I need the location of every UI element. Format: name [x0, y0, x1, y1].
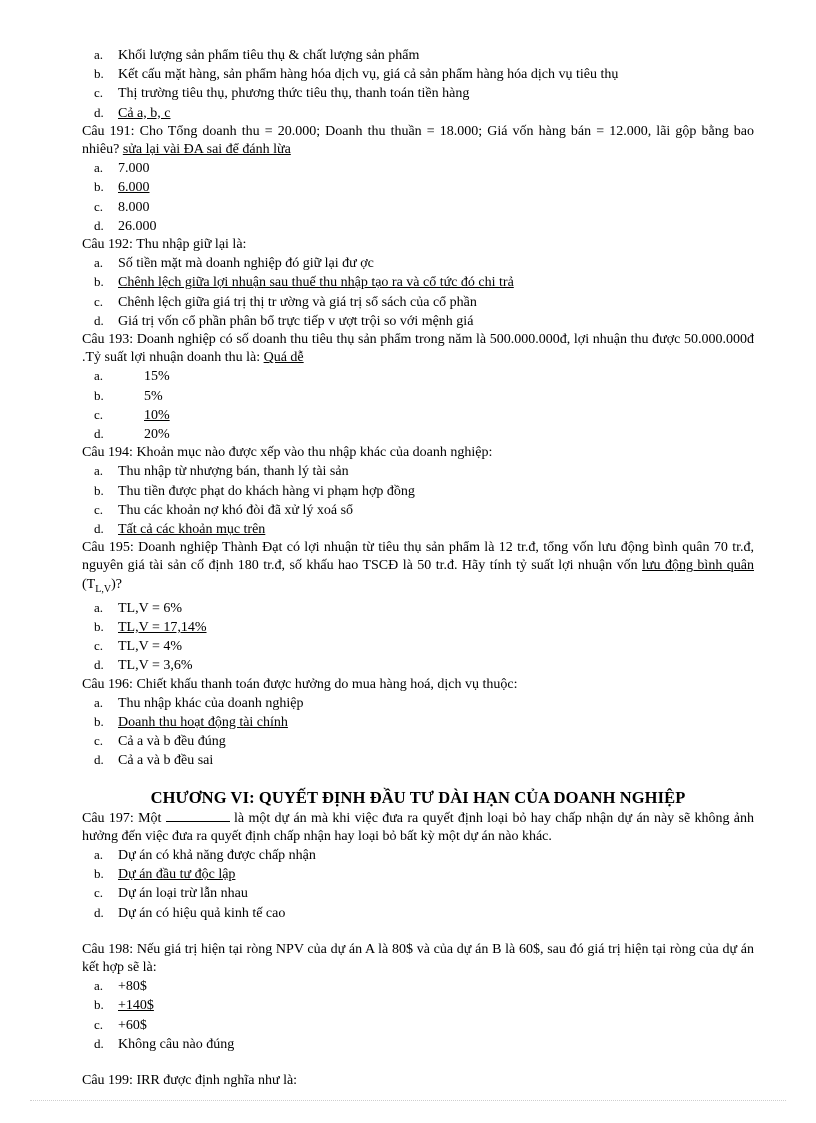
page-bottom-divider: [30, 1100, 786, 1101]
q196-option-d: d. Cả a và b đều sai: [94, 752, 214, 769]
q199-stem: Câu 199: IRR được định nghĩa như là:: [82, 1072, 298, 1088]
q197-option-b: b. Dự án đầu tư độc lập: [94, 866, 236, 883]
q195-option-b: b. TL,V = 17,14%: [94, 618, 207, 635]
q192-option-b: b. Chênh lệch giữa lợi nhuận sau thuế thu nhập tạo ra và cổ tức đó chi trả: [94, 274, 514, 291]
q192-option-d: d. Giá trị vốn cổ phần phân bổ trực tiếp v ượt trội so với mệnh giá: [94, 312, 474, 329]
q191-option-d: d. 26.000: [94, 217, 157, 234]
spacer: [82, 923, 754, 941]
q194-option-c: c. Thu các khoản nợ khó đòi đã xử lý xoá sổ: [94, 501, 354, 518]
q192-stem: Câu 192: Thu nhập giữ lại là:: [82, 237, 247, 253]
q190-options: [82, 46, 754, 123]
q198-option-b: b. +140$: [94, 997, 154, 1014]
q191-note: sửa lại vài ĐA sai để đánh lừa: [122, 142, 291, 158]
q191-stem: Câu 191: Cho Tổng doanh thu = 20.000; Doanh thu thuần = 18.000; Giá vốn hàng bán = 12.000, lãi gộp bằng bao nhiêu? sửa lại vài ĐA sai để đánh lừa: [82, 123, 754, 158]
q193-option-c: c. 10%: [94, 406, 170, 423]
chapter-title: CHƯƠNG VI: QUYẾT ĐỊNH ĐẦU TƯ DÀI HẠN CỦA DOANH NGHIỆP: [150, 787, 686, 807]
q190-option-d: d. Cả a, b, c: [94, 104, 171, 121]
q197-option-a: a. Dự án có khả năng được chấp nhận: [94, 846, 316, 863]
q193-option-d: d. 20%: [94, 426, 170, 443]
q195-option-a: a. TL,V = 6%: [94, 599, 183, 616]
q191-option-a: a. 7.000: [94, 160, 150, 177]
q194-option-d: d. Tất cả các khoản mục trên: [94, 521, 266, 538]
q197-option-c: c. Dự án loại trừ lẫn nhau: [94, 885, 248, 902]
q198-option-a: a. +80$: [94, 978, 147, 995]
q196-option-a: a. Thu nhập khác của doanh nghiệp: [94, 694, 304, 711]
document-page: [82, 46, 754, 1090]
q190-option-c: c. Thị trường tiêu thụ, phương thức tiêu thụ, thanh toán tiền hàng: [94, 85, 470, 102]
q196-option-b: b. Doanh thu hoạt động tài chính: [94, 713, 288, 730]
q196-option-c: c. Cả a và b đều đúng: [94, 733, 226, 750]
q194-stem: Câu 194: Khoản mục nào được xếp vào thu nhập khác của doanh nghiệp:: [82, 445, 493, 461]
q198-stem: Câu 198: Nếu giá trị hiện tại ròng NPV của dự án A là 80$ và của dự án B là 60$, sau đó giá trị hiện tại ròng của dự án kết hợp sẽ là:: [82, 941, 754, 975]
q191-option-c: c. 8.000: [94, 198, 150, 215]
q194-option-b: b. Thu tiền được phạt do khách hàng vi phạm hợp đồng: [94, 482, 415, 499]
spacer: [82, 1054, 754, 1072]
q198-option-c: c. +60$: [94, 1016, 147, 1033]
q193-option-a: a. 15%: [94, 368, 170, 385]
q195-option-d: d. TL,V = 3,6%: [94, 657, 193, 674]
q196-stem: Câu 196: Chiết khấu thanh toán được hưởng do mua hàng hoá, dịch vụ thuộc:: [82, 676, 518, 692]
q194-option-a: a. Thu nhập từ nhượng bán, thanh lý tài sản: [94, 463, 349, 480]
q195-option-c: c. TL,V = 4%: [94, 638, 183, 655]
q197-option-d: d. Dự án có hiệu quả kinh tế cao: [94, 904, 286, 921]
q198-option-d: d. Không câu nào đúng: [94, 1035, 235, 1052]
q193-note: Quá dễ: [263, 350, 304, 366]
q193-stem: Câu 193: Doanh nghiệp có số doanh thu tiêu thụ sản phẩm trong năm là 500.000.000đ, lợi nhuận thu được 50.000.000đ .Tỷ suất lợi nhuận doanh thu là: Quá dễ: [82, 332, 754, 366]
q190-option-b: b. Kết cấu mặt hàng, sản phẩm hàng hóa dịch vụ, giá cả sản phẩm hàng hóa dịch vụ tiêu thụ: [94, 66, 619, 83]
q191-option-b: b. 6.000: [94, 179, 150, 196]
q192-option-a: a. Số tiền mặt mà doanh nghiệp đó giữ lại đư ợc: [94, 255, 374, 272]
q193-option-b: b. 5%: [94, 387, 163, 404]
q192-option-c: c. Chênh lệch giữa giá trị thị tr ường và giá trị sổ sách của cổ phần: [94, 293, 477, 310]
q197-stem: Câu 197: Một là một dự án mà khi việc đưa ra quyết định loại bỏ hay chấp nhận dự án này sẽ không ảnh hưởng đến việc đưa ra quyết định chấp nhận hay loại bỏ bất kỳ một dự án nào khác.: [82, 810, 754, 844]
q190-option-a: a. Khối lượng sản phẩm tiêu thụ & chất lượng sản phẩm: [94, 47, 420, 63]
q195-stem: Câu 195: Doanh nghiệp Thành Đạt có lợi nhuận từ tiêu thụ sản phẩm là 12 tr.đ, tổng vốn lưu động bình quân 70 tr.đ, nguyên giá tài sản cố định 180 tr.đ, số khấu hao TSCĐ là 50 tr.đ. Hãy tính tỷ suất lợi nhuận vốn lưu động bình quân $(T_{L,V})$?: [82, 540, 754, 595]
fill-in-blank: [166, 809, 230, 822]
